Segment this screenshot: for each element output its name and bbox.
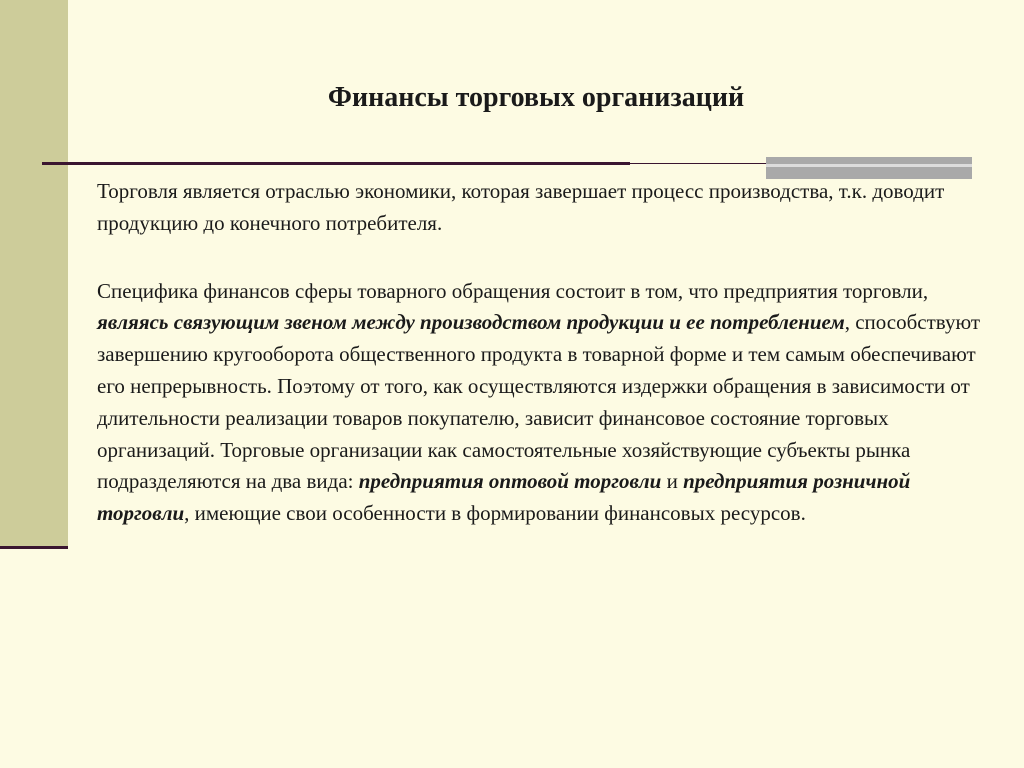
title-rule-dark <box>42 162 630 165</box>
paragraph-text: Специфика финансов сферы товарного обращения состоит в том, что предприятия торговли, <box>97 278 929 303</box>
emphasis-linking-role: являясь связующим звеном между производством продукции и ее потреблением <box>97 310 845 335</box>
emphasis-retail: предприятия розничной торговли <box>97 469 911 526</box>
slide-title: Финансы торговых организаций <box>327 82 745 113</box>
emphasis-wholesale: предприятия оптовой торговли <box>358 469 662 494</box>
left-decorative-bar <box>0 0 68 546</box>
paragraph-text: , способствуют завершению кругооборота общественного продукта в товарной форме и тем самым обеспечивают его непрерывность. Поэтому от того, как осуществляются издержки обращения в зависимости от длительности реализации товаров покупателю, зависит финансовое состояние торговых организаций. Торговые организации как самостоятельные хозяйствующие субъекты рынка подразделяются на два вида: <box>97 310 981 494</box>
paragraph-text: и <box>661 469 684 494</box>
left-bar-rule <box>0 546 68 549</box>
paragraph-finance-specifics <box>97 276 987 530</box>
paragraph-trade-definition: Торговля является отраслью экономики, которая завершает процесс производства, т.к. доводит продукцию до конечного потребителя. <box>97 179 945 235</box>
paragraph-text: , имеющие свои особенности в формировании финансовых ресурсов. <box>184 501 806 526</box>
slide-content <box>97 176 987 530</box>
title-rule-grey-line <box>766 164 972 167</box>
